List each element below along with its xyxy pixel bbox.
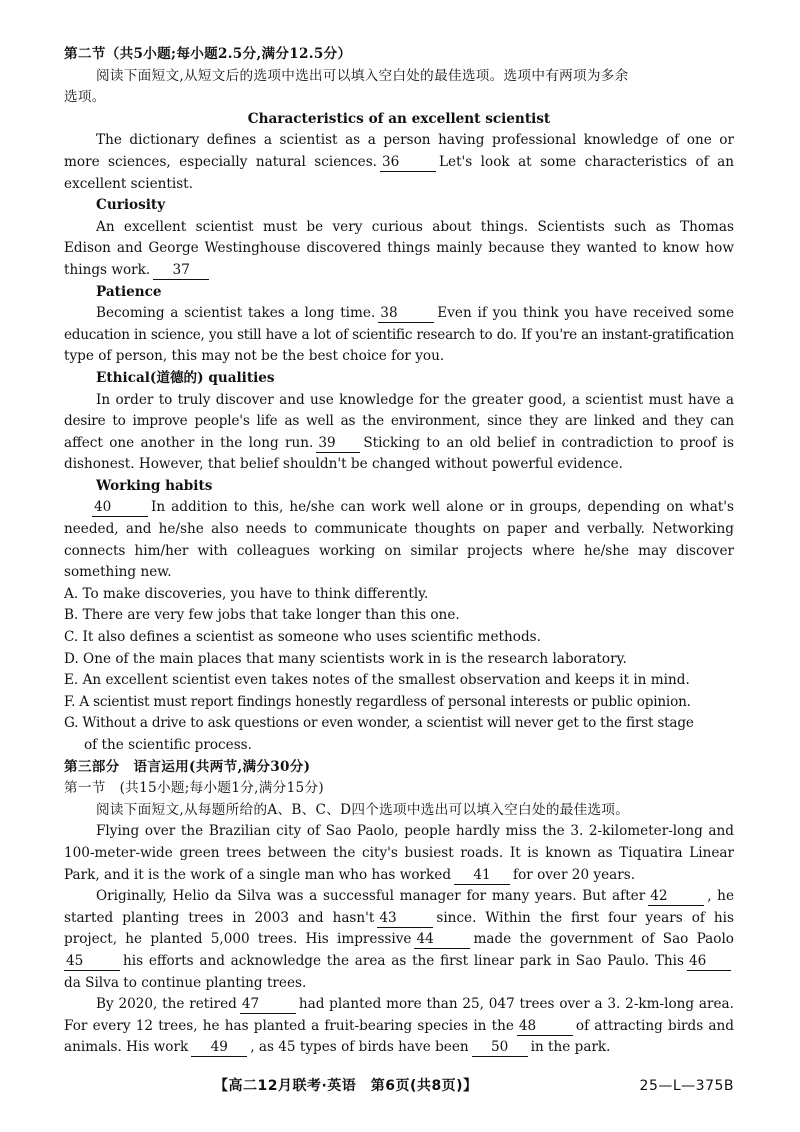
p2-line3 bbox=[64, 929, 734, 951]
blank-36: 36 bbox=[380, 154, 436, 172]
p3-line3-a: animals. His work bbox=[64, 1039, 189, 1056]
part3-instruction: 阅读下面短文,从每题所给的A、B、C、D四个选项中选出可以填入空白处的最佳选项。 bbox=[96, 801, 630, 818]
option-d: D. One of the main places that many scientists work in is the research laboratory. bbox=[64, 650, 627, 667]
ethical-line3-b: Sticking to an old belief in contradiction to proof is bbox=[363, 434, 734, 451]
cloze-paragraph-3 bbox=[64, 994, 734, 1059]
p2-line2 bbox=[64, 908, 734, 930]
working-line1 bbox=[64, 497, 734, 519]
working-paragraph bbox=[64, 497, 734, 583]
section2-instruction-line1: 阅读下面短文,从短文后的选项中选出可以填入空白处的最佳选项。选项中有两项为多余 bbox=[96, 67, 629, 84]
p2-line3-a: project, he planted 5,000 trees. His impressive bbox=[64, 931, 412, 948]
option-b: B. There are very few jobs that take longer than this one. bbox=[64, 607, 460, 624]
p2-line2-b: since. Within the first four years of his bbox=[436, 909, 734, 926]
patience-paragraph bbox=[64, 303, 734, 368]
p2-line4-a: his efforts and acknowledge the area as the first linear park in Sao Paulo. This bbox=[123, 952, 684, 969]
blank-38: 38 bbox=[378, 305, 434, 323]
blank-42: 42 bbox=[648, 888, 704, 906]
blank-47: 47 bbox=[240, 996, 296, 1014]
patience-line1-b: Even if you think you have received some bbox=[437, 305, 734, 322]
p3-line3-c: in the park. bbox=[530, 1039, 611, 1056]
cloze-paragraph-2 bbox=[64, 886, 734, 994]
working-line1-b: In addition to this, he/she can work well alone or in groups, depending on what's bbox=[151, 499, 734, 516]
working-line4: something new. bbox=[64, 564, 172, 581]
curiosity-line3 bbox=[64, 260, 734, 282]
p3-line1-b: had planted more than 25, 047 trees over a 3. 2-km-long area. bbox=[298, 996, 734, 1013]
p1-line2: 100-meter-wide green trees between the city's busiest roads. It is known as Tiquatira Linear bbox=[64, 844, 734, 861]
p3-line1 bbox=[64, 994, 734, 1016]
section2-instruction-line2: 选项。 bbox=[64, 89, 106, 106]
patience-line3: type of person, this may not be the best choice for you. bbox=[64, 348, 445, 365]
ethical-line4: dishonest. However, that belief shouldn't be changed without powerful evidence. bbox=[64, 456, 623, 473]
blank-43: 43 bbox=[377, 910, 433, 928]
p3-line3-b: , as 45 types of birds have been bbox=[250, 1039, 469, 1056]
blank-50: 50 bbox=[472, 1039, 528, 1057]
intro-line1: The dictionary defines a scientist as a person having professional knowledge of one or bbox=[96, 132, 734, 149]
section2-header: 第二节（共5小题;每小题2.5分,满分12.5分） bbox=[64, 46, 352, 62]
curiosity-line3-a: things work. bbox=[64, 261, 151, 278]
page-content bbox=[64, 44, 734, 1059]
p2-line5: da Silva to continue planting trees. bbox=[64, 974, 307, 991]
curiosity-line2: Edison and George Westinghouse discovered things mainly because they wanted to know how bbox=[64, 240, 734, 257]
working-line2: needed, and he/she also needs to communicate thoughts on paper and verbally. Networking bbox=[64, 521, 734, 538]
blank-48: 48 bbox=[517, 1018, 573, 1036]
p2-line1-a: Originally, Helio da Silva was a successful manager for many years. But after bbox=[96, 888, 646, 905]
blank-40: 40 bbox=[92, 499, 148, 517]
passage-title: Characteristics of an excellent scientist bbox=[247, 110, 551, 127]
blank-44: 44 bbox=[414, 931, 470, 949]
p1-line3-a: Park, and it is the work of a single man who has worked bbox=[64, 866, 452, 883]
working-heading: Working habits bbox=[96, 477, 213, 494]
p1-line3-b: for over 20 years. bbox=[513, 866, 636, 883]
p1-line1: Flying over the Brazilian city of Sao Paolo, people hardly miss the 3. 2-kilometer-long and bbox=[96, 823, 734, 840]
patience-line2: education in science, you still have a lot of scientific research to do. If you're an instant-gratification bbox=[64, 326, 734, 343]
patience-heading: Patience bbox=[96, 283, 162, 300]
option-a: A. To make discoveries, you have to think differently. bbox=[64, 585, 429, 602]
option-g-line2: of the scientific process. bbox=[84, 737, 252, 753]
curiosity-line1: An excellent scientist must be very curious about things. Scientists such as Thomas bbox=[96, 218, 734, 235]
ethical-line3-a: affect one another in the long run. bbox=[64, 434, 314, 451]
blank-41: 41 bbox=[454, 867, 510, 885]
working-line3: connects him/her with colleagues working on similar projects where he/she may discover bbox=[64, 542, 734, 559]
p3-line1-a: By 2020, the retired bbox=[96, 996, 237, 1013]
p3-line2-b: of attracting birds and bbox=[575, 1017, 734, 1034]
ethical-line1: In order to truly discover and use knowledge for the greater good, a scientist must have a bbox=[96, 391, 734, 408]
intro-paragraph bbox=[64, 130, 734, 195]
part3-section1-header: 第一节 (共15小题;每小题1分,满分15分) bbox=[64, 780, 324, 797]
option-e: E. An excellent scientist even takes notes of the smallest observation and keeps it in mind. bbox=[64, 672, 690, 689]
p2-line3-b: made the government of Sao Paolo bbox=[473, 931, 734, 948]
ethical-heading: Ethical(道德的) qualities bbox=[96, 369, 275, 386]
p2-line1 bbox=[64, 886, 734, 908]
patience-line1 bbox=[64, 303, 734, 325]
p3-line2 bbox=[64, 1016, 734, 1038]
patience-line1-a: Becoming a scientist takes a long time. bbox=[96, 305, 376, 322]
curiosity-paragraph bbox=[64, 217, 734, 282]
intro-line3: excellent scientist. bbox=[64, 175, 193, 192]
blank-49: 49 bbox=[191, 1039, 247, 1057]
blank-37: 37 bbox=[153, 262, 209, 280]
option-f: F. A scientist must report findings honestly regardless of personal interests or public opinion. bbox=[64, 693, 691, 710]
cloze-paragraph-1 bbox=[64, 821, 734, 886]
blank-46: 46 bbox=[687, 953, 731, 971]
p2-line2-a: started planting trees in 2003 and hasn't bbox=[64, 909, 375, 926]
ethical-line2: desire to improve people's life as well as the environment, since they are linked and they can bbox=[64, 413, 734, 430]
p2-line1-b: , he bbox=[707, 888, 734, 905]
p3-line2-a: For every 12 trees, he has planted a fruit-bearing species in the bbox=[64, 1017, 514, 1034]
option-c: C. It also defines a scientist as someone who uses scientific methods. bbox=[64, 629, 541, 646]
intro-line2-a: more sciences, especially natural sciences. bbox=[64, 153, 377, 170]
curiosity-heading: Curiosity bbox=[96, 197, 166, 214]
option-g-line1: G. Without a drive to ask questions or even wonder, a scientist will never get to the first stage bbox=[64, 715, 694, 732]
footer-title: 【高二12月联考·英语 第6页(共8页)】 bbox=[214, 1078, 478, 1094]
options-list bbox=[64, 584, 734, 757]
p1-line3 bbox=[64, 865, 734, 887]
intro-line2-b: Let's look at some characteristics of an bbox=[439, 153, 734, 170]
blank-45: 45 bbox=[64, 953, 120, 971]
ethical-line3 bbox=[64, 433, 734, 455]
footer-code: 25—L—375B bbox=[639, 1078, 734, 1094]
blank-39: 39 bbox=[316, 435, 360, 453]
p2-line4 bbox=[64, 951, 734, 973]
ethical-paragraph bbox=[64, 390, 734, 476]
part3-header: 第三部分 语言运用(共两节,满分30分) bbox=[64, 758, 311, 775]
p3-line3 bbox=[64, 1037, 734, 1059]
intro-line2 bbox=[64, 152, 734, 174]
